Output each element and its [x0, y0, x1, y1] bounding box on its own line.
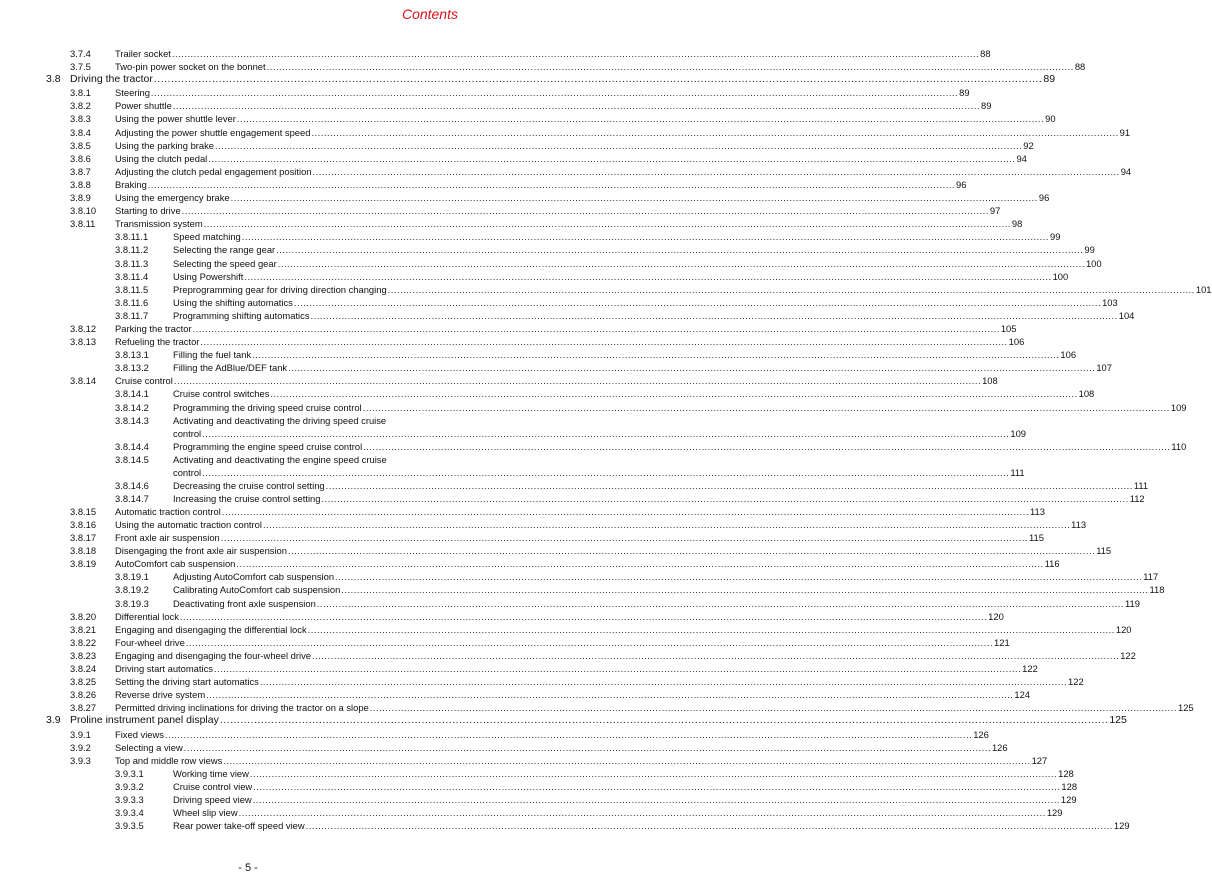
toc-entry[interactable]	[0, 806, 1063, 819]
toc-entry-page: 128	[1061, 780, 1078, 792]
toc-entry-page: 113	[1071, 519, 1087, 530]
toc-entry-title: Filling the AdBlue/DEF tank	[173, 362, 288, 374]
toc-entry-number: 3.8.13.2	[115, 362, 149, 374]
page-header-contents: Contents	[401, 6, 458, 22]
toc-entry-number: 3.8.11	[70, 218, 96, 230]
toc-entry-number: 3.9.3.4	[115, 807, 144, 819]
dot-leader: ....................................................................................................................................................................................................................................................................	[335, 571, 1143, 583]
dot-leader: ....................................................................................................................................................................................................................................................................	[241, 231, 1049, 243]
toc-entry-page: 103	[1102, 296, 1118, 308]
toc-entry-number: 3.8.14	[70, 375, 97, 387]
dot-leader: ....................................................................................................................................................................................................................................................................	[277, 257, 1085, 269]
dot-leader: ....................................................................................................................................................................................................................................................................	[305, 820, 1113, 832]
toc-entry-number: 3.8.11.1	[115, 231, 149, 243]
toc-entry-number: 3.8	[46, 73, 61, 86]
toc-entry-page: 120	[988, 610, 1004, 622]
toc-entry-title: Power shuttle	[115, 100, 172, 112]
toc-entry-page: 112	[1129, 492, 1145, 504]
toc-entry-title: Trailer socket	[115, 48, 171, 59]
toc-entry-title: Braking	[115, 178, 147, 190]
toc-entry[interactable]	[0, 714, 1127, 727]
toc-entry-number: 3.8.11.4	[115, 270, 149, 282]
toc-entry-number: 3.8.19	[70, 558, 97, 570]
dot-leader: ....................................................................................................................................................................................................................................................................	[236, 113, 1045, 125]
toc-entry-title: Using the parking brake	[115, 139, 215, 151]
toc-entry-title: Parking the tractor	[115, 322, 192, 334]
dot-leader: ....................................................................................................................................................................................................................................................................	[244, 270, 1052, 282]
toc-entry-page: 122	[1022, 663, 1038, 675]
dot-leader: ....................................................................................................................................................................................................................................................................	[164, 728, 973, 740]
toc-entry-number: 3.9	[46, 714, 61, 727]
toc-entry-title: control	[173, 427, 202, 439]
toc-entry-title: Decreasing the cruise control setting	[173, 479, 325, 491]
toc-entry-number: 3.8.9	[70, 192, 91, 204]
toc-entry[interactable]	[0, 335, 1025, 348]
toc-entry-number: 3.8.12	[70, 322, 97, 334]
toc-entry[interactable]	[0, 230, 1061, 243]
toc-entry-page: 105	[1000, 322, 1017, 334]
page-number: - 5 -	[238, 862, 258, 874]
toc-entry-title: Working time view	[173, 767, 249, 779]
toc-entry-title: Fixed views	[115, 728, 164, 740]
toc-entry-title: Using the clutch pedal	[115, 152, 208, 164]
toc-entry-title: Top and middle row views	[115, 754, 223, 766]
toc-entry[interactable]	[0, 597, 1140, 610]
toc-entry-page: 117	[1143, 571, 1159, 583]
toc-entry-title: Wheel slip view	[173, 807, 238, 819]
dot-leader: ....................................................................................................................................................................................................................................................................	[220, 532, 1028, 544]
toc-entry-title: Proline instrument panel display	[70, 714, 219, 727]
toc-entry-number: 3.8.10	[70, 205, 97, 217]
toc-entry-page: 88	[980, 48, 991, 59]
toc-entry[interactable]	[0, 270, 1069, 283]
toc-entry-page: 122	[1068, 676, 1084, 688]
toc-entry-number: 3.8.14.3	[115, 414, 149, 426]
toc-entry-page: 119	[1125, 597, 1140, 609]
toc-entry-page: 88	[1074, 61, 1086, 73]
toc-entry-number: 3.9.1	[70, 728, 91, 740]
toc-entry[interactable]	[0, 361, 1112, 374]
dot-leader: ....................................................................................................................................................................................................................................................................	[341, 584, 1149, 596]
toc-entry-title: Setting the driving start automatics	[115, 676, 259, 688]
toc-entry-title: Programming shifting automatics	[173, 309, 310, 321]
toc-entry[interactable]	[0, 479, 1149, 492]
toc-entry-title: Using the automatic traction control	[115, 519, 262, 530]
toc-entry-title: Programming the engine speed cruise control	[173, 440, 363, 452]
dot-leader: ....................................................................................................................................................................................................................................................................	[171, 48, 980, 59]
toc-entry-page: 129	[1113, 820, 1130, 832]
toc-entry-number: 3.8.11.3	[115, 257, 149, 269]
toc-entry-page: 97	[989, 205, 1001, 217]
toc-entry[interactable]	[0, 741, 1008, 754]
dot-leader: ....................................................................................................................................................................................................................................................................	[288, 362, 1096, 374]
toc-entry[interactable]	[0, 99, 992, 112]
dot-leader: ....................................................................................................................................................................................................................................................................	[259, 676, 1068, 688]
toc-entry[interactable]	[0, 623, 1132, 636]
toc-entry-title: Using the power shuttle lever	[115, 113, 236, 125]
toc-entry-number: 3.8.11.6	[115, 296, 149, 308]
toc-entry[interactable]	[0, 649, 1136, 662]
dot-leader: ....................................................................................................................................................................................................................................................................	[311, 126, 1119, 138]
dot-leader: ....................................................................................................................................................................................................................................................................	[172, 100, 981, 112]
toc-entry-number: 3.8.2	[70, 100, 91, 112]
toc-entry-page: 113	[1030, 505, 1045, 517]
toc-entry[interactable]	[0, 73, 1056, 86]
toc-entry-page: 94	[1016, 152, 1027, 164]
toc-entry-title: Activating and deactivating the driving speed cruise	[173, 414, 387, 426]
toc-entry[interactable]	[0, 309, 1135, 322]
toc-entry-page: 100	[1085, 257, 1102, 269]
toc-entry-number: 3.8.8	[70, 178, 91, 190]
toc-entry-title: Adjusting AutoComfort cab suspension	[173, 571, 335, 583]
toc-entry[interactable]	[0, 440, 1187, 453]
toc-entry-page: 126	[991, 741, 1008, 753]
dot-leader: ....................................................................................................................................................................................................................................................................	[230, 192, 1038, 204]
toc-entry[interactable]	[0, 322, 1017, 335]
toc-entry-number: 3.8.27	[70, 702, 97, 714]
toc-entry-page: 129	[1046, 807, 1063, 819]
toc-entry-page: 96	[1038, 192, 1050, 204]
toc-entry-number: 3.9.3	[70, 754, 91, 766]
toc-entry-title: Using the shifting automatics	[173, 296, 293, 308]
toc-entry-title: Calibrating AutoComfort cab suspension	[173, 584, 341, 596]
toc-entry-title: Adjusting the power shuttle engagement speed	[115, 126, 311, 138]
toc-entry-number: 3.8.14.7	[115, 492, 149, 504]
toc-entry-title: Selecting the range gear	[173, 244, 276, 256]
dot-leader: ....................................................................................................................................................................................................................................................................	[276, 244, 1084, 256]
toc-entry-page: 91	[1119, 126, 1131, 138]
toc-entry[interactable]	[0, 570, 1159, 583]
toc-entry-number: 3.8.11.5	[115, 283, 149, 295]
dot-leader: ....................................................................................................................................................................................................................................................................	[253, 780, 1061, 792]
toc-entry-number: 3.8.7	[70, 165, 91, 177]
dot-leader: ....................................................................................................................................................................................................................................................................	[213, 663, 1022, 675]
toc-entry-title: Programming the driving speed cruise control	[173, 401, 362, 413]
toc-entry-title: Disengaging the front axle air suspension	[115, 545, 287, 557]
toc-entry-title: Selecting a view	[115, 741, 183, 753]
toc-entry[interactable]	[0, 688, 1031, 701]
toc-entry-page: 125	[1109, 714, 1127, 727]
dot-leader: ....................................................................................................................................................................................................................................................................	[173, 375, 982, 387]
toc-entry-page: 90	[1045, 113, 1056, 125]
toc-entry-number: 3.9.3.1	[115, 767, 144, 779]
toc-entry-number: 3.8.14.4	[115, 440, 149, 452]
toc-entry-page: 92	[1023, 139, 1034, 151]
toc-entry-title: Automatic traction control	[115, 505, 221, 517]
toc-entry-title: Using Powershift	[173, 270, 244, 282]
toc-entry[interactable]	[0, 531, 1044, 544]
toc-entry-title: Using the emergency brake	[115, 192, 230, 204]
dot-leader: ....................................................................................................................................................................................................................................................................	[223, 754, 1031, 766]
toc-entry[interactable]	[0, 767, 1074, 780]
toc-entry-page: 98	[1011, 218, 1023, 230]
toc-entry-page: 89	[1043, 73, 1056, 86]
toc-entry[interactable]	[0, 191, 1050, 204]
toc-entry-number: 3.8.26	[70, 689, 97, 701]
toc-entry[interactable]	[0, 86, 970, 99]
dot-leader: ....................................................................................................................................................................................................................................................................	[293, 296, 1102, 308]
toc-entry-page: 109	[1010, 427, 1027, 439]
dot-leader: ....................................................................................................................................................................................................................................................................	[181, 205, 989, 217]
dot-leader: ....................................................................................................................................................................................................................................................................	[183, 741, 991, 753]
dot-leader: ....................................................................................................................................................................................................................................................................	[325, 479, 1133, 491]
toc-entry-page: 116	[1044, 558, 1060, 570]
toc-entry[interactable]	[0, 401, 1187, 414]
dot-leader: ....................................................................................................................................................................................................................................................................	[236, 558, 1044, 570]
dot-leader: ....................................................................................................................................................................................................................................................................	[203, 218, 1011, 230]
dot-leader: ....................................................................................................................................................................................................................................................................	[202, 466, 1010, 478]
dot-leader: ....................................................................................................................................................................................................................................................................	[153, 73, 1043, 86]
toc-entry-page: 100	[1052, 270, 1069, 282]
toc-entry[interactable]	[0, 60, 1086, 73]
toc-entry-number: 3.8.16	[70, 519, 97, 530]
toc-entry-page: 121	[994, 636, 1010, 648]
toc-entry-title: Differential lock	[115, 610, 179, 622]
dot-leader: ....................................................................................................................................................................................................................................................................	[311, 649, 1120, 661]
toc-entry-title: Rear power take-off speed view	[173, 820, 305, 832]
toc-entry-page: 108	[982, 375, 998, 387]
dot-leader: ....................................................................................................................................................................................................................................................................	[270, 388, 1078, 400]
toc-entry-title: Two-pin power socket on the bonnet	[115, 61, 266, 73]
toc-entry-page: 115	[1028, 532, 1044, 544]
toc-entry-number: 3.8.19.2	[115, 584, 149, 596]
toc-entry-page: 118	[1149, 584, 1165, 596]
toc-entry[interactable]	[0, 374, 998, 387]
toc-entry-title: Cruise control	[115, 375, 173, 387]
toc-entry-page: 107	[1096, 362, 1112, 374]
toc-entry-page: 111	[1010, 466, 1025, 478]
toc-entry-number: 3.8.13	[70, 336, 97, 348]
toc-entry-number: 3.9.3.3	[115, 793, 144, 805]
toc-entry-title: Driving speed view	[173, 793, 252, 805]
toc-entry[interactable]	[0, 126, 1131, 139]
toc-entry[interactable]	[0, 544, 1112, 557]
toc-entry[interactable]	[0, 583, 1165, 596]
toc-entry-page: 111	[1133, 479, 1149, 491]
toc-entry-title: Reverse drive system	[115, 689, 206, 701]
toc-entry-page: 89	[981, 100, 992, 112]
toc-entry[interactable]	[0, 139, 1034, 152]
toc-entry[interactable]	[0, 283, 1212, 296]
toc-entry-page: 108	[1078, 388, 1095, 400]
toc-entry-page: 106	[1060, 349, 1077, 361]
toc-entry-page: 128	[1058, 767, 1074, 779]
dot-leader: ....................................................................................................................................................................................................................................................................	[307, 623, 1115, 635]
toc-entry-title: Permitted driving inclinations for driving the tractor on a slope	[115, 702, 369, 714]
toc-entry-title: Activating and deactivating the engine speed cruise	[173, 453, 387, 465]
toc-entry-number: 3.8.14.1	[115, 388, 149, 400]
toc-entry[interactable]	[0, 257, 1102, 270]
toc-entry-number: 3.8.19.3	[115, 597, 149, 609]
toc-entry-number: 3.8.25	[70, 676, 97, 688]
dot-leader: ....................................................................................................................................................................................................................................................................	[252, 349, 1060, 361]
dot-leader: ....................................................................................................................................................................................................................................................................	[321, 492, 1129, 504]
toc-entry[interactable]	[0, 505, 1045, 518]
toc-entry-title: Engaging and disengaging the four-wheel drive	[115, 649, 311, 661]
toc-entry[interactable]	[0, 112, 1056, 125]
toc-entry[interactable]	[0, 780, 1078, 793]
toc-entry-title: Starting to drive	[115, 205, 181, 217]
toc-entry-title: Preprogramming gear for driving direction changing	[173, 283, 387, 295]
toc-entry-title: control	[173, 466, 202, 478]
toc-entry-title: Selecting the speed gear	[173, 257, 277, 269]
toc-entry-page: 110	[1171, 440, 1187, 452]
toc-entry-number: 3.8.21	[70, 623, 97, 635]
toc-entry-page: 99	[1049, 231, 1061, 243]
toc-entry-title: Driving start automatics	[115, 663, 213, 675]
dot-leader: ....................................................................................................................................................................................................................................................................	[221, 505, 1029, 517]
toc-entry-page: 89	[959, 87, 970, 99]
toc-entry-page: 115	[1096, 545, 1112, 557]
toc-entry[interactable]	[0, 793, 1077, 806]
toc-entry-number: 3.8.5	[70, 139, 91, 151]
toc-entry-number: 3.8.18	[70, 545, 97, 557]
toc-entry-number: 3.8.20	[70, 610, 97, 622]
toc-entry-page: 122	[1120, 649, 1136, 661]
toc-entry-page: 94	[1120, 165, 1132, 177]
toc-entry-title: AutoComfort cab suspension	[115, 558, 236, 570]
toc-entry-number: 3.8.22	[70, 636, 97, 648]
toc-entry-number: 3.9.2	[70, 741, 91, 753]
toc-entry-number: 3.8.14.5	[115, 453, 149, 465]
toc-entry[interactable]	[0, 387, 1095, 400]
dot-leader: ....................................................................................................................................................................................................................................................................	[219, 714, 1109, 727]
dot-leader: ....................................................................................................................................................................................................................................................................	[312, 165, 1120, 177]
toc-entry-number: 3.8.14.6	[115, 479, 149, 491]
toc-entry-number: 3.8.11.2	[115, 244, 149, 256]
toc-entry[interactable]	[0, 453, 1025, 479]
dot-leader: ....................................................................................................................................................................................................................................................................	[185, 636, 994, 648]
toc-entry-number: 3.8.1	[70, 87, 91, 99]
dot-leader: ....................................................................................................................................................................................................................................................................	[206, 689, 1014, 701]
toc-entry-title: Refueling the tractor	[115, 336, 200, 348]
toc-entry-page: 101	[1195, 283, 1212, 295]
toc-entry-number: 3.8.13.1	[115, 349, 149, 361]
table-of-contents	[0, 47, 1212, 832]
toc-entry[interactable]	[0, 728, 989, 741]
toc-entry-page: 99	[1084, 244, 1095, 256]
toc-entry[interactable]	[0, 492, 1145, 505]
toc-entry[interactable]	[0, 557, 1060, 570]
toc-entry-number: 3.8.24	[70, 663, 97, 675]
toc-entry-page: 104	[1118, 309, 1135, 321]
toc-entry[interactable]	[0, 662, 1038, 675]
toc-entry-number: 3.7.4	[70, 48, 91, 59]
toc-entry-title: Steering	[115, 87, 150, 99]
dot-leader: ....................................................................................................................................................................................................................................................................	[387, 283, 1195, 295]
dot-leader: ....................................................................................................................................................................................................................................................................	[287, 545, 1096, 557]
dot-leader: ....................................................................................................................................................................................................................................................................	[262, 519, 1071, 530]
toc-entry-title: Transmission system	[115, 218, 203, 230]
toc-entry[interactable]	[0, 819, 1130, 832]
dot-leader: ....................................................................................................................................................................................................................................................................	[150, 87, 959, 99]
toc-entry-number: 3.8.17	[70, 532, 97, 544]
toc-entry[interactable]	[0, 701, 1194, 714]
dot-leader: ....................................................................................................................................................................................................................................................................	[208, 152, 1016, 164]
dot-leader: ....................................................................................................................................................................................................................................................................	[310, 309, 1118, 321]
toc-entry-number: 3.7.5	[70, 61, 91, 73]
toc-entry[interactable]	[0, 217, 1023, 230]
toc-entry-title: Deactivating front axle suspension	[173, 597, 316, 609]
toc-entry-page: 125	[1178, 702, 1194, 714]
toc-entry-page: 120	[1115, 623, 1132, 635]
toc-entry-page: 124	[1014, 689, 1031, 701]
toc-entry-number: 3.8.15	[70, 505, 97, 517]
dot-leader: ....................................................................................................................................................................................................................................................................	[179, 610, 988, 622]
toc-entry[interactable]	[0, 636, 1010, 649]
toc-entry-title: Cruise control switches	[173, 388, 270, 400]
dot-leader: ....................................................................................................................................................................................................................................................................	[202, 427, 1010, 439]
dot-leader: ....................................................................................................................................................................................................................................................................	[147, 178, 956, 190]
toc-entry-number: 3.8.19.1	[115, 571, 149, 583]
toc-entry[interactable]	[0, 165, 1132, 178]
toc-entry-page: 109	[1170, 401, 1187, 413]
dot-leader: ....................................................................................................................................................................................................................................................................	[215, 139, 1023, 151]
toc-entry[interactable]	[0, 414, 1027, 440]
toc-entry-number: 3.9.3.2	[115, 780, 144, 792]
dot-leader: ....................................................................................................................................................................................................................................................................	[316, 597, 1125, 609]
toc-entry-page: 129	[1060, 793, 1077, 805]
toc-entry-page: 106	[1008, 336, 1025, 348]
toc-entry-number: 3.8.3	[70, 113, 91, 125]
toc-entry[interactable]	[0, 296, 1118, 309]
toc-entry-number: 3.8.11.7	[115, 309, 149, 321]
dot-leader: ....................................................................................................................................................................................................................................................................	[369, 702, 1177, 714]
dot-leader: ....................................................................................................................................................................................................................................................................	[249, 767, 1058, 779]
toc-entry-title: Cruise control view	[173, 780, 253, 792]
toc-entry-number: 3.8.6	[70, 152, 91, 164]
toc-entry-title: Adjusting the clutch pedal engagement position	[115, 165, 312, 177]
toc-entry-number: 3.8.23	[70, 649, 97, 661]
toc-entry[interactable]	[0, 243, 1095, 256]
dot-leader: ....................................................................................................................................................................................................................................................................	[252, 793, 1060, 805]
toc-entry-title: Driving the tractor	[70, 73, 153, 86]
toc-entry-number: 3.9.3.5	[115, 820, 144, 832]
dot-leader: ....................................................................................................................................................................................................................................................................	[192, 322, 1000, 334]
toc-entry-title: Increasing the cruise control setting	[173, 492, 321, 504]
toc-entry[interactable]	[0, 675, 1084, 688]
toc-entry-number: 3.8.4	[70, 126, 91, 138]
dot-leader: ....................................................................................................................................................................................................................................................................	[238, 807, 1046, 819]
dot-leader: ....................................................................................................................................................................................................................................................................	[200, 336, 1008, 348]
toc-entry-title: Speed matching	[173, 231, 241, 243]
toc-entry-title: Front axle air suspension	[115, 532, 220, 544]
toc-entry[interactable]	[0, 348, 1077, 361]
toc-entry-page: 127	[1031, 754, 1048, 766]
dot-leader: ....................................................................................................................................................................................................................................................................	[363, 440, 1171, 452]
toc-entry[interactable]	[0, 47, 991, 60]
toc-entry[interactable]	[0, 204, 1001, 217]
toc-entry[interactable]	[0, 610, 1004, 623]
toc-entry[interactable]	[0, 518, 1087, 531]
toc-entry[interactable]	[0, 152, 1027, 165]
toc-entry-page: 96	[956, 178, 967, 190]
toc-entry-title: Filling the fuel tank	[173, 349, 252, 361]
dot-leader: ....................................................................................................................................................................................................................................................................	[362, 401, 1170, 413]
toc-entry-title: Four-wheel drive	[115, 636, 185, 648]
toc-entry-title: Engaging and disengaging the differential lock	[115, 623, 307, 635]
toc-entry[interactable]	[0, 754, 1048, 767]
toc-entry-page: 126	[973, 728, 989, 740]
toc-entry[interactable]	[0, 178, 967, 191]
dot-leader: ....................................................................................................................................................................................................................................................................	[266, 61, 1074, 73]
toc-entry-number: 3.8.14.2	[115, 401, 149, 413]
